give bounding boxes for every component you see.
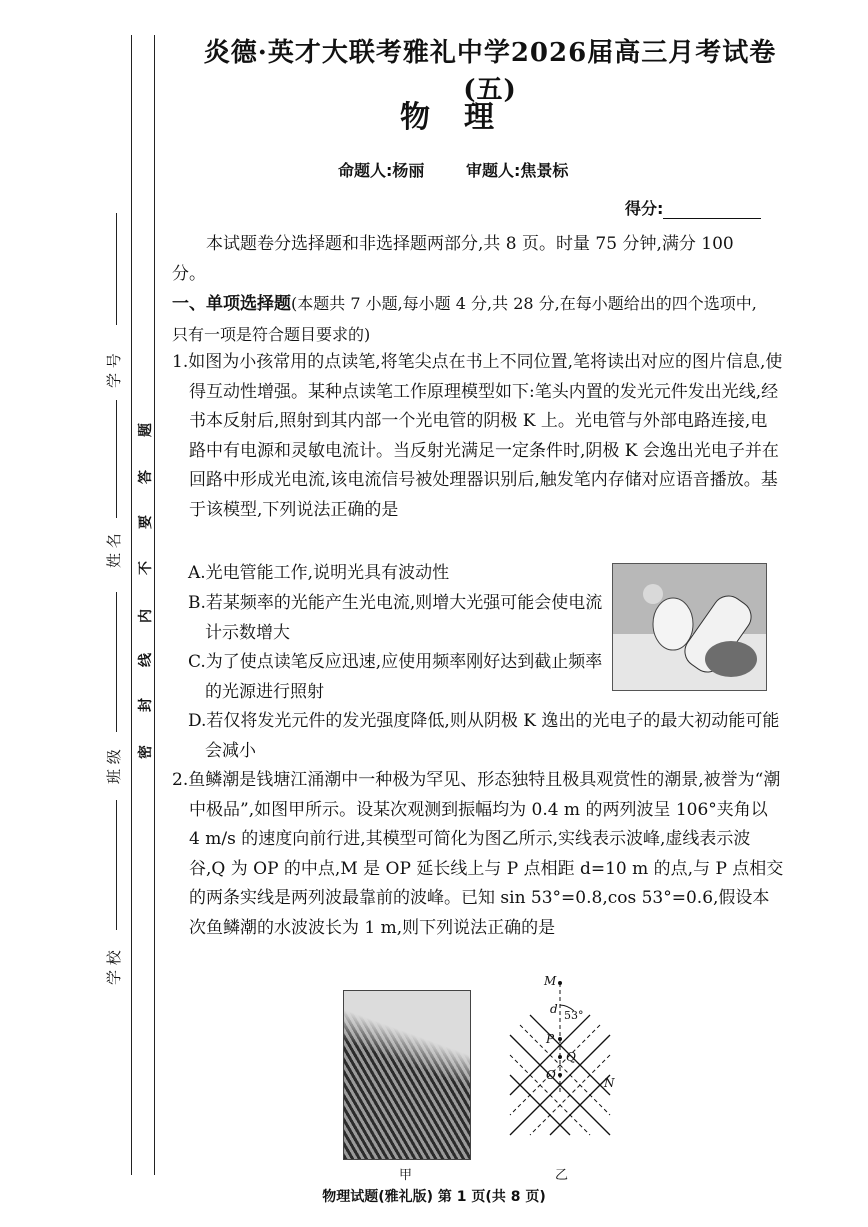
trough-line [520,1025,610,1115]
class-label: 班 级 [105,749,123,784]
question-1-option-a: A.光电管能工作,说明光具有波动性 [188,563,450,583]
binding-field-name [103,533,124,568]
school-label: 学 校 [105,950,123,985]
point-m [558,981,562,985]
subject-title: 物理 [400,100,528,135]
label-d: d [550,1002,558,1016]
question-1-option-d: D.若仅将发光元件的发光强度降低,则从阴极 K 逸出的光电子的最大初动能可能会减小 [188,711,780,761]
author: 命题人:杨丽 [338,161,425,180]
page-footer: 物理试题(雅礼版) 第 1 页(共 8 页) [322,1189,546,1205]
seal-char: 内 [138,609,154,623]
name-label: 姓 名 [105,533,123,568]
question-1-option-c: C.为了使点读笔反应迅速,应使用频率刚好达到截止频率的光源进行照射 [188,652,603,702]
label-q: Q [566,1050,576,1064]
seal-char: 线 [138,653,154,667]
reading-pen-photo [612,563,767,691]
section-title: 一、单项选择题 [172,294,291,314]
label-o: O [546,1068,556,1082]
label-m: M [544,975,557,988]
student-id-label: 学 号 [105,353,123,388]
binding-field-class [103,749,124,784]
blank-student-id[interactable] [116,213,117,325]
binding-line-outer [131,35,132,1175]
binding-field-school [103,950,124,985]
blank-class[interactable] [116,592,117,732]
reviewer: 审题人:焦景标 [465,161,569,180]
score-box [625,196,761,219]
score-label: 得分: [625,199,664,218]
point-p [558,1037,562,1041]
seal-char: 密 [138,745,154,759]
fish-scale-tide-photo [343,990,471,1160]
label-n: N [604,1076,615,1090]
blank-school[interactable] [116,800,117,930]
blank-name[interactable] [116,400,117,518]
figure-a-caption: 甲 [399,1168,413,1183]
point-o [558,1073,562,1077]
point-q [558,1055,562,1059]
wave-diagram [490,975,630,1165]
seal-char: 答 [138,470,154,484]
question-2-stem: 2.鱼鳞潮是钱塘江涌潮中一种极为罕见、形态独特且极具观赏性的潮景,被誉为“潮中极品”,如图甲所示。设某次观测到振幅均为 0.4 m 的两列波呈 106°夹角以 4 m/s 的速度向前行进,其模型可简化为图乙所示,实线表示波峰,虚线表示波谷,Q 为 OP 的中点,M 是 OP 延长线上与 P 点相距 d=10 m 的点,与 P 点相交的两条实线是两列波最靠前的波峰。已知 sin 53°=0.8,cos 53°=0.6,假设本次鱼鳞潮的水波波长为 1 m,则下列说法正确的是 [172,770,784,938]
author-line [338,158,604,181]
seal-char: 封 [138,698,154,712]
binding-field-student-id [103,353,124,388]
exam-title: 炎德·英才大联考雅礼中学2026届高三月考试卷(五) [203,38,777,105]
section-1-heading [172,289,767,350]
binding-line-inner [154,35,155,1175]
label-p: P [546,1032,555,1046]
seal-char: 不 [138,561,154,575]
label-angle: 53° [564,1009,584,1022]
question-1-option-b: B.若某频率的光能产生光电流,则增大光强可能会使电流计示数增大 [188,593,603,643]
section-note: (本题共 7 小题,每小题 4 分,共 28 分,在每小题给出的四个选项中,只有一项是符合题目要求的) [172,294,757,344]
seal-char: 题 [138,423,154,437]
score-blank[interactable] [663,204,761,219]
figure-b-caption: 乙 [555,1168,569,1183]
intro-paragraph: 本试题卷分选择题和非选择题两部分,共 8 页。时量 75 分钟,满分 100 分。 [172,234,734,284]
seal-char: 要 [138,515,154,529]
question-1-stem: 1.如图为小孩常用的点读笔,将笔尖点在书上不同位置,笔将读出对应的图片信息,使得互动性增强。某种点读笔工作原理模型如下:笔头内置的发光元件发出光线,经书本反射后,照射到其内部一个光电管的阴极 K 上。光电管与外部电路连接,电路中有电源和灵敏电流计。当反射光满足一定条件时,阴极 K 会逸出光电子并在回路中形成光电流,该电流信号被处理器识别后,触发笔内存储对应语音播放。基于该模型,下列说法正确的是 [172,352,783,520]
